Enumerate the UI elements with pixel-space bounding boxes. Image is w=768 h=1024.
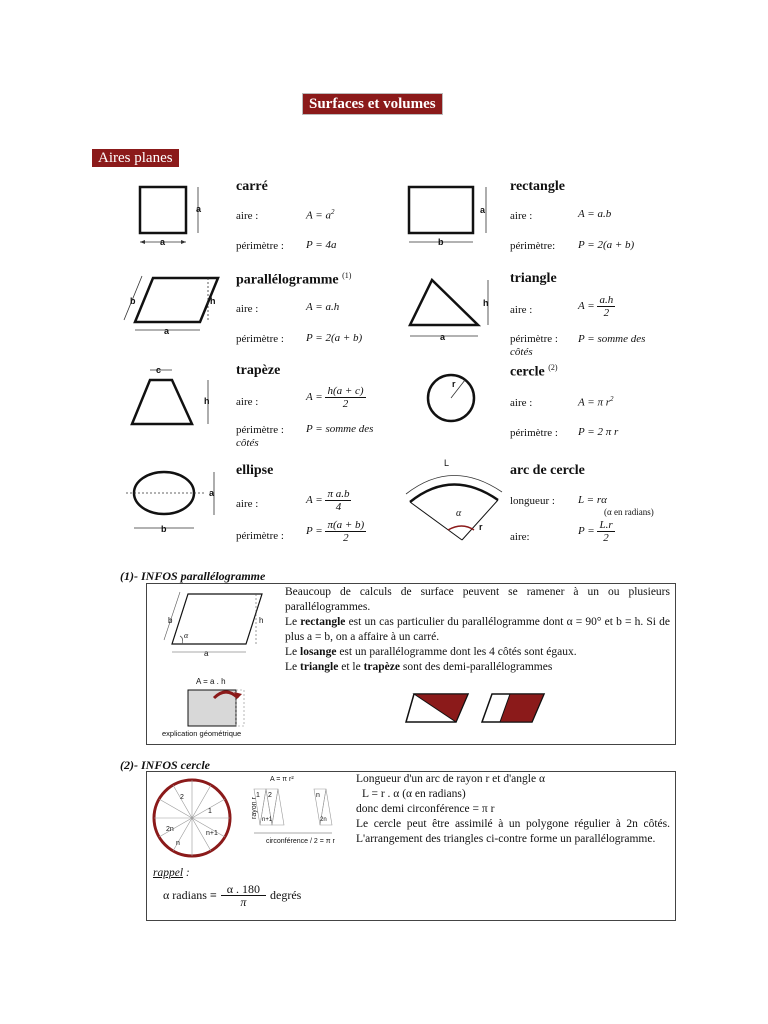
carre-aire-formula: $A = a^2$ <box>306 208 335 222</box>
infos2-text <box>356 772 670 847</box>
triangle-perim-formula: P = somme des <box>578 333 646 345</box>
cercle-perim-label: périmètre : <box>510 427 558 439</box>
infos1-fig-h: h <box>259 616 264 625</box>
ellipse-dim-b: b <box>161 524 167 534</box>
infos2-rappel-rhs: degrés <box>270 888 302 902</box>
arc-aire-label: aire: <box>510 531 530 543</box>
infos2-rappel-num: α . 180 <box>221 883 266 896</box>
infos2-tri-label-2n: 2n <box>320 817 327 823</box>
tri-dim-a: a <box>440 332 446 342</box>
cercle-figure <box>415 365 490 435</box>
parallelogramme-aire-label: aire : <box>236 303 259 315</box>
ellipse-aire-label: aire : <box>236 498 259 510</box>
arc-dim-L: L <box>444 458 450 468</box>
cercle-dim-r: r <box>452 379 456 389</box>
infos1-fig-alpha: α <box>184 631 189 640</box>
parallelogramme-name: parallélogramme $^{(1)}$ <box>236 271 352 288</box>
carre-dim-a-bottom: a <box>160 237 166 247</box>
trapeze-aire-formula: A = $\frac{h(a + c)}{2}$ <box>306 385 364 410</box>
triangle-figure <box>400 270 500 345</box>
infos1-line2: Le rectangle est un cas particulier du parallélogramme dont α = 90° et b = h. Si de plus a = b, on a affaire à un carré. <box>285 616 670 643</box>
infos2-tri-label-n: n <box>316 792 320 799</box>
section-header: Aires planes <box>92 149 179 167</box>
infos2-rappel-den: π <box>240 895 247 909</box>
infos2-tri-label-2: 2 <box>268 792 272 799</box>
rect-dim-a: a <box>480 205 486 215</box>
ellipse-figure <box>118 460 228 535</box>
triangle-aire-label: aire : <box>510 304 533 316</box>
carre-aire-label: aire : <box>236 210 259 222</box>
rectangle-perim-formula: P = 2(a + b) <box>578 239 635 251</box>
parallelogramme-perim-formula: P = 2(a + b) <box>306 332 363 344</box>
infos2-circle-label-1: 1 <box>208 808 212 815</box>
triangle-aire-formula: A = $\frac{a.h}{2}$ <box>578 294 614 319</box>
trapeze-perim-label: périmètre : <box>236 424 284 436</box>
rectangle-aire-formula: A = a.b <box>578 208 612 220</box>
arc-dim-r: r <box>479 522 483 532</box>
infos2-circle-label-2n: 2n <box>166 826 174 833</box>
cercle-aire-label: aire : <box>510 397 533 409</box>
infos2-fig-circ: circonférence / 2 = π r <box>266 838 335 845</box>
trap-dim-h: h <box>204 396 210 406</box>
carre-dim-a: a <box>196 204 202 214</box>
ellipse-aire-formula: A = $\frac{\text{π a.b}}{4}$ <box>306 488 350 513</box>
triangle-perim-label: périmètre : <box>510 333 558 345</box>
infos2-circle-label-2: 2 <box>180 794 184 801</box>
arc-radians-note: (α en radians) <box>604 507 654 517</box>
parallelogramme-note: (1) <box>342 271 352 280</box>
cercle-perim-formula: P = 2 π r <box>578 426 619 438</box>
carre-name: carré <box>236 179 268 194</box>
arc-dim-alpha: α <box>456 508 462 519</box>
para-dim-a: a <box>164 326 170 336</box>
infos2-rappel-formula <box>163 883 301 908</box>
rectangle-aire-label: aire : <box>510 210 533 222</box>
trapeze-figure <box>120 362 220 437</box>
arc-figure <box>400 458 510 543</box>
para-dim-b: b <box>130 296 136 306</box>
infos2-circle-label-n1: n+1 <box>206 830 218 837</box>
infos1-title: (1)- INFOS parallélogramme <box>120 569 266 583</box>
carre-figure <box>120 180 220 250</box>
rectangle-name: rectangle <box>510 179 565 194</box>
rectangle-figure <box>400 180 500 250</box>
infos1-text <box>285 585 670 675</box>
infos1-line4: Le triangle et le trapèze sont des demi-parallélogrammes <box>285 661 553 673</box>
rectangle-perim-label: périmètre: <box>510 240 556 252</box>
infos2-line4: Le cercle peut être assimilé à un polygone régulier à 2n côtés. L'arrangement des triangles ci-contre forme un parallélogramme. <box>356 818 670 845</box>
ellipse-dim-a: a <box>209 488 215 498</box>
parallelogramme-perim-label: périmètre : <box>236 333 284 345</box>
carre-perim-formula: P = 4a <box>306 239 337 251</box>
infos2-figure <box>148 773 353 863</box>
arc-name: arc de cercle <box>510 463 585 478</box>
triangle-name: triangle <box>510 271 557 286</box>
ellipse-perim-formula: P = $\frac{\pi(a + b)}{2}$ <box>306 519 365 544</box>
infos1-fig-formula: A = a . h <box>196 677 226 686</box>
trapeze-name: trapèze <box>236 363 281 378</box>
triangle-perim-cont: côtés <box>510 346 533 358</box>
arc-longueur-formula: L = rα <box>578 494 607 506</box>
infos2-fig-rayon: rayon r <box>251 797 258 819</box>
cercle-name: cercle $^{(2)}$ <box>510 363 558 380</box>
rect-dim-b: b <box>438 237 444 247</box>
infos2-rappel-lhs: α radians ≡ <box>163 888 217 902</box>
infos1-fig-b: b <box>168 616 173 625</box>
infos2-circle-label-n: n <box>176 840 180 847</box>
cercle-aire-formula: A = π $r^2$ <box>578 395 614 409</box>
infos1-fig-a: a <box>204 649 209 658</box>
parallelogramme-figure <box>118 270 228 340</box>
trapeze-perim-formula: P = somme des <box>306 423 374 435</box>
infos1-line3: Le losange est un parallélogramme dont les 4 côtés sont égaux. <box>285 646 577 658</box>
cercle-note: (2) <box>548 363 558 372</box>
ellipse-perim-label: périmètre : <box>236 530 284 542</box>
infos1-fig-caption: explication géométrique <box>162 729 242 738</box>
parallelogramme-aire-formula: A = a.h <box>306 301 340 313</box>
infos2-line1: Longueur d'un arc de rayon r et d'angle α <box>356 773 545 785</box>
trap-dim-c: c <box>156 365 162 375</box>
infos2-title: (2)- INFOS cercle <box>120 758 210 772</box>
infos2-tri-label-1: 1 <box>256 792 260 799</box>
tri-dim-h: h <box>483 298 489 308</box>
carre-perim-label: périmètre : <box>236 240 284 252</box>
infos1-figure <box>150 586 275 741</box>
para-dim-h: h <box>210 296 216 306</box>
arc-longueur-label: longueur : <box>510 495 555 507</box>
infos2-tri-label-n1: n+1 <box>262 817 273 823</box>
ellipse-name: ellipse <box>236 463 274 478</box>
infos2-rappel: rappel : <box>153 867 190 879</box>
infos1-trapeze-split <box>480 690 550 726</box>
trapeze-aire-label: aire : <box>236 396 259 408</box>
infos1-triangle-split <box>404 690 474 726</box>
trapeze-perim-cont: côtés <box>236 437 259 449</box>
infos2-line3: donc demi circonférence = π r <box>356 803 495 815</box>
infos2-fig-area: A = π r² <box>270 776 294 783</box>
page-title: Surfaces et volumes <box>302 93 443 115</box>
infos1-line1: Beaucoup de calculs de surface peuvent se ramener à un ou plusieurs parallélogrammes. <box>285 586 670 613</box>
infos2-line2: L = r . α (α en radians) <box>362 788 466 800</box>
arc-aire-formula: P = $\frac{L.r}{2}$ <box>578 519 613 544</box>
